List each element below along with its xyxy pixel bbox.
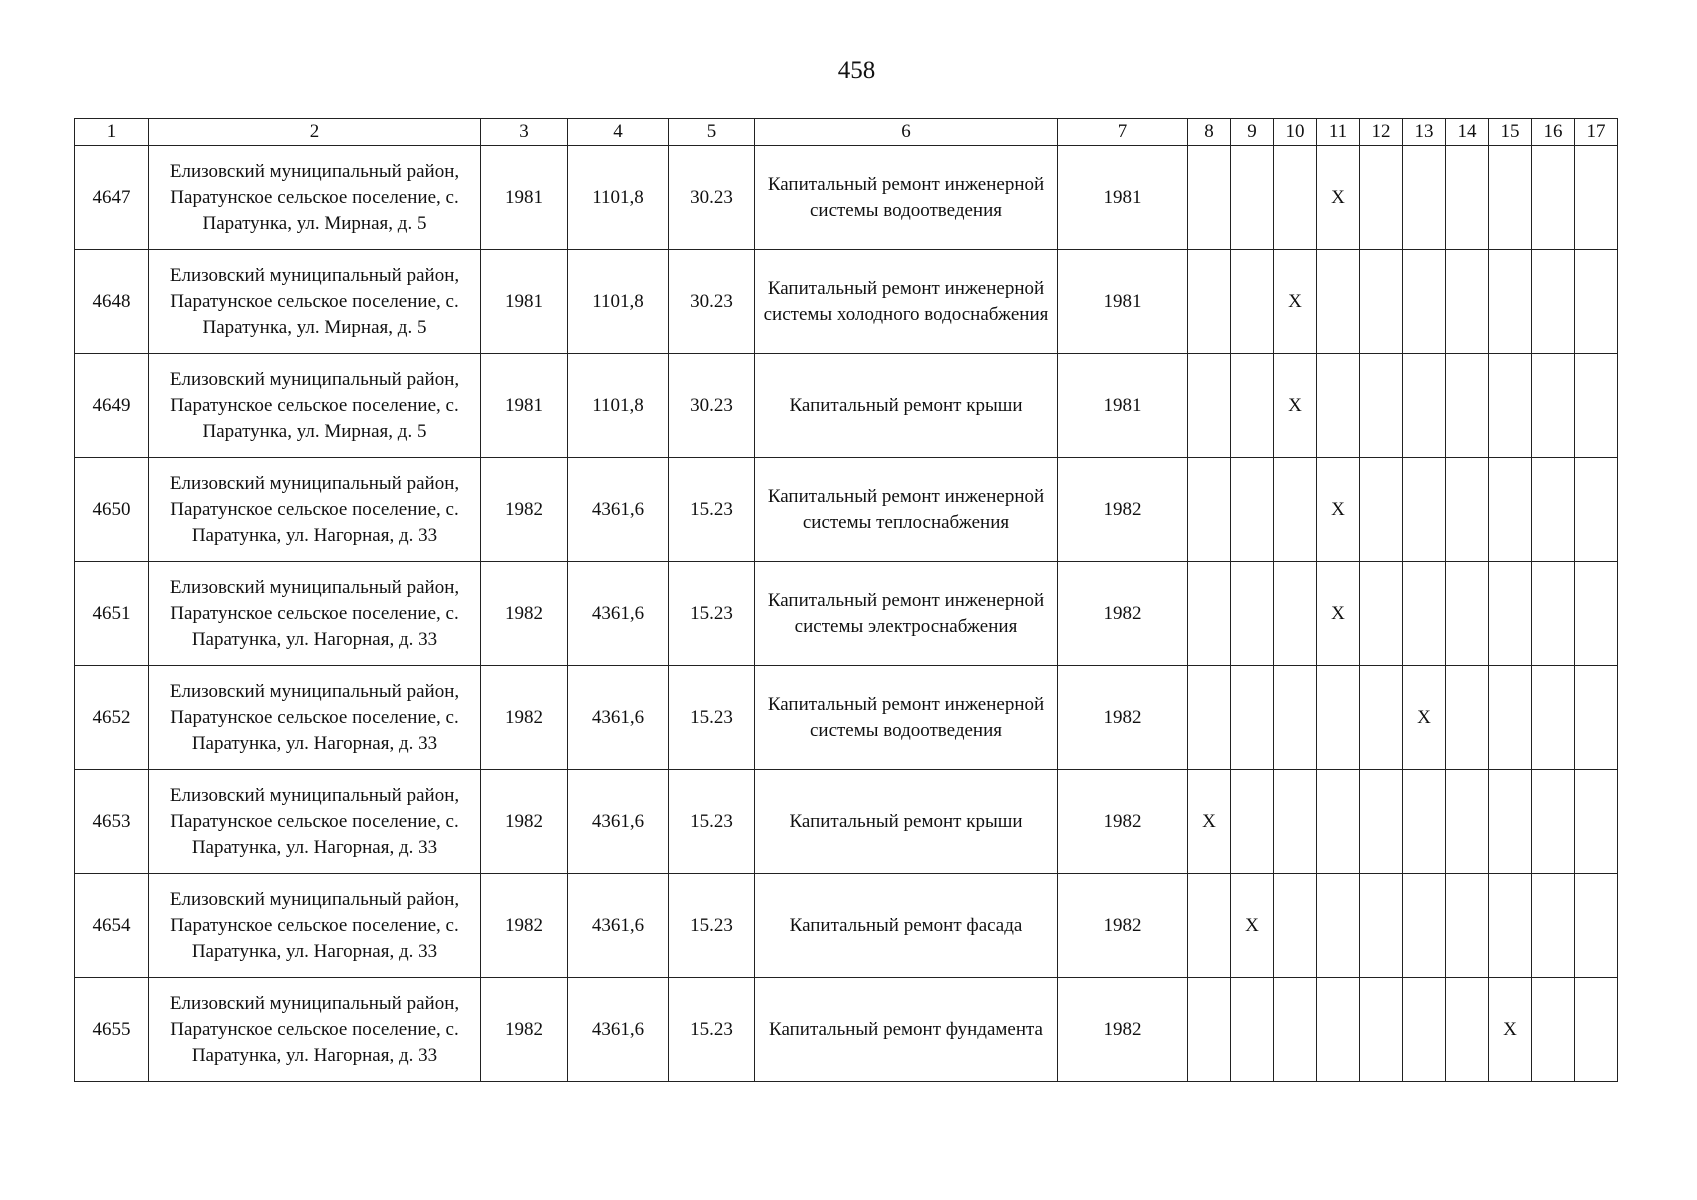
area-cell: 1101,8 bbox=[568, 146, 669, 250]
column-header-14: 14 bbox=[1446, 119, 1489, 146]
period-mark-cell bbox=[1188, 562, 1231, 666]
period-mark-cell bbox=[1489, 458, 1532, 562]
year-built-cell: 1981 bbox=[481, 146, 568, 250]
wear-cell: 15.23 bbox=[669, 562, 755, 666]
wear-cell: 15.23 bbox=[669, 874, 755, 978]
area-cell: 4361,6 bbox=[568, 666, 669, 770]
column-header-3: 3 bbox=[481, 119, 568, 146]
period-mark-cell: X bbox=[1274, 354, 1317, 458]
period-mark-cell bbox=[1317, 874, 1360, 978]
row-number-cell: 4648 bbox=[75, 250, 149, 354]
year-built-cell: 1981 bbox=[481, 250, 568, 354]
period-mark-cell bbox=[1274, 458, 1317, 562]
area-cell: 4361,6 bbox=[568, 874, 669, 978]
period-mark-cell bbox=[1188, 250, 1231, 354]
period-mark-cell bbox=[1532, 978, 1575, 1082]
column-header-8: 8 bbox=[1188, 119, 1231, 146]
year-built-cell: 1981 bbox=[481, 354, 568, 458]
work-type-cell: Капитальный ремонт инженерной системы электроснабжения bbox=[755, 562, 1058, 666]
address-cell: Елизовский муниципальный район, Паратунское сельское поселение, с. Паратунка, ул. Нагорная, д. 33 bbox=[149, 666, 481, 770]
period-mark-cell bbox=[1532, 874, 1575, 978]
work-type-cell: Капитальный ремонт инженерной системы водоотведения bbox=[755, 666, 1058, 770]
period-mark-cell: X bbox=[1317, 146, 1360, 250]
table-row bbox=[75, 874, 1618, 978]
period-mark-cell bbox=[1575, 562, 1618, 666]
period-mark-cell bbox=[1274, 146, 1317, 250]
table-row bbox=[75, 770, 1618, 874]
area-cell: 1101,8 bbox=[568, 354, 669, 458]
address-cell: Елизовский муниципальный район, Паратунское сельское поселение, с. Паратунка, ул. Мирная, д. 5 bbox=[149, 250, 481, 354]
period-mark-cell bbox=[1274, 562, 1317, 666]
period-mark-cell bbox=[1274, 666, 1317, 770]
work-type-cell: Капитальный ремонт крыши bbox=[755, 354, 1058, 458]
column-header-7: 7 bbox=[1058, 119, 1188, 146]
period-mark-cell bbox=[1360, 354, 1403, 458]
period-mark-cell bbox=[1403, 146, 1446, 250]
period-mark-cell bbox=[1274, 978, 1317, 1082]
planned-year-cell: 1982 bbox=[1058, 562, 1188, 666]
table-row bbox=[75, 562, 1618, 666]
column-header-2: 2 bbox=[149, 119, 481, 146]
table-row bbox=[75, 458, 1618, 562]
period-mark-cell: X bbox=[1231, 874, 1274, 978]
address-cell: Елизовский муниципальный район, Паратунское сельское поселение, с. Паратунка, ул. Мирная, д. 5 bbox=[149, 354, 481, 458]
period-mark-cell bbox=[1446, 146, 1489, 250]
period-mark-cell bbox=[1317, 354, 1360, 458]
period-mark-cell bbox=[1532, 146, 1575, 250]
year-built-cell: 1982 bbox=[481, 562, 568, 666]
year-built-cell: 1982 bbox=[481, 978, 568, 1082]
wear-cell: 15.23 bbox=[669, 978, 755, 1082]
column-header-13: 13 bbox=[1403, 119, 1446, 146]
address-cell: Елизовский муниципальный район, Паратунское сельское поселение, с. Паратунка, ул. Нагорная, д. 33 bbox=[149, 874, 481, 978]
period-mark-cell bbox=[1360, 978, 1403, 1082]
column-header-15: 15 bbox=[1489, 119, 1532, 146]
year-built-cell: 1982 bbox=[481, 874, 568, 978]
period-mark-cell: X bbox=[1317, 458, 1360, 562]
period-mark-cell bbox=[1403, 562, 1446, 666]
period-mark-cell bbox=[1403, 458, 1446, 562]
planned-year-cell: 1981 bbox=[1058, 250, 1188, 354]
period-mark-cell bbox=[1188, 874, 1231, 978]
planned-year-cell: 1982 bbox=[1058, 874, 1188, 978]
period-mark-cell bbox=[1403, 770, 1446, 874]
period-mark-cell bbox=[1575, 770, 1618, 874]
period-mark-cell bbox=[1231, 458, 1274, 562]
table-row bbox=[75, 354, 1618, 458]
period-mark-cell bbox=[1489, 354, 1532, 458]
table-row bbox=[75, 978, 1618, 1082]
period-mark-cell bbox=[1188, 458, 1231, 562]
period-mark-cell bbox=[1360, 146, 1403, 250]
period-mark-cell bbox=[1188, 978, 1231, 1082]
column-header-4: 4 bbox=[568, 119, 669, 146]
column-header-9: 9 bbox=[1231, 119, 1274, 146]
column-header-5: 5 bbox=[669, 119, 755, 146]
period-mark-cell bbox=[1231, 770, 1274, 874]
period-mark-cell bbox=[1446, 458, 1489, 562]
period-mark-cell bbox=[1575, 874, 1618, 978]
period-mark-cell bbox=[1575, 978, 1618, 1082]
period-mark-cell bbox=[1317, 978, 1360, 1082]
period-mark-cell bbox=[1575, 458, 1618, 562]
year-built-cell: 1982 bbox=[481, 666, 568, 770]
row-number-cell: 4655 bbox=[75, 978, 149, 1082]
period-mark-cell bbox=[1575, 250, 1618, 354]
period-mark-cell bbox=[1231, 146, 1274, 250]
period-mark-cell: X bbox=[1489, 978, 1532, 1082]
period-mark-cell bbox=[1446, 770, 1489, 874]
wear-cell: 30.23 bbox=[669, 146, 755, 250]
period-mark-cell bbox=[1188, 666, 1231, 770]
table-row bbox=[75, 146, 1618, 250]
table-row bbox=[75, 666, 1618, 770]
period-mark-cell bbox=[1231, 354, 1274, 458]
work-type-cell: Капитальный ремонт фундамента bbox=[755, 978, 1058, 1082]
planned-year-cell: 1981 bbox=[1058, 354, 1188, 458]
area-cell: 4361,6 bbox=[568, 770, 669, 874]
column-header-10: 10 bbox=[1274, 119, 1317, 146]
period-mark-cell bbox=[1489, 562, 1532, 666]
column-header-1: 1 bbox=[75, 119, 149, 146]
address-cell: Елизовский муниципальный район, Паратунское сельское поселение, с. Паратунка, ул. Нагорная, д. 33 bbox=[149, 770, 481, 874]
row-number-cell: 4647 bbox=[75, 146, 149, 250]
period-mark-cell bbox=[1532, 458, 1575, 562]
column-header-12: 12 bbox=[1360, 119, 1403, 146]
row-number-cell: 4653 bbox=[75, 770, 149, 874]
period-mark-cell bbox=[1403, 354, 1446, 458]
planned-year-cell: 1981 bbox=[1058, 146, 1188, 250]
period-mark-cell bbox=[1360, 458, 1403, 562]
page-number: 458 bbox=[837, 57, 876, 84]
period-mark-cell bbox=[1446, 666, 1489, 770]
period-mark-cell bbox=[1446, 354, 1489, 458]
planned-year-cell: 1982 bbox=[1058, 458, 1188, 562]
period-mark-cell bbox=[1575, 146, 1618, 250]
period-mark-cell bbox=[1317, 770, 1360, 874]
wear-cell: 30.23 bbox=[669, 250, 755, 354]
address-cell: Елизовский муниципальный район, Паратунское сельское поселение, с. Паратунка, ул. Нагорная, д. 33 bbox=[149, 978, 481, 1082]
address-cell: Елизовский муниципальный район, Паратунское сельское поселение, с. Паратунка, ул. Нагорная, д. 33 bbox=[149, 458, 481, 562]
period-mark-cell bbox=[1489, 874, 1532, 978]
period-mark-cell bbox=[1360, 666, 1403, 770]
area-cell: 4361,6 bbox=[568, 978, 669, 1082]
column-header-17: 17 bbox=[1575, 119, 1618, 146]
period-mark-cell: X bbox=[1274, 250, 1317, 354]
capital-repair-table bbox=[74, 118, 1618, 1082]
planned-year-cell: 1982 bbox=[1058, 666, 1188, 770]
period-mark-cell: X bbox=[1317, 562, 1360, 666]
period-mark-cell bbox=[1575, 354, 1618, 458]
work-type-cell: Капитальный ремонт крыши bbox=[755, 770, 1058, 874]
year-built-cell: 1982 bbox=[481, 770, 568, 874]
column-header-16: 16 bbox=[1532, 119, 1575, 146]
address-cell: Елизовский муниципальный район, Паратунское сельское поселение, с. Паратунка, ул. Нагорная, д. 33 bbox=[149, 562, 481, 666]
period-mark-cell bbox=[1231, 250, 1274, 354]
planned-year-cell: 1982 bbox=[1058, 978, 1188, 1082]
row-number-cell: 4649 bbox=[75, 354, 149, 458]
period-mark-cell bbox=[1317, 666, 1360, 770]
period-mark-cell bbox=[1532, 250, 1575, 354]
period-mark-cell bbox=[1532, 666, 1575, 770]
period-mark-cell bbox=[1403, 874, 1446, 978]
work-type-cell: Капитальный ремонт фасада bbox=[755, 874, 1058, 978]
period-mark-cell bbox=[1403, 250, 1446, 354]
table-row bbox=[75, 250, 1618, 354]
column-header-11: 11 bbox=[1317, 119, 1360, 146]
period-mark-cell bbox=[1231, 666, 1274, 770]
period-mark-cell bbox=[1188, 146, 1231, 250]
row-number-cell: 4654 bbox=[75, 874, 149, 978]
period-mark-cell bbox=[1188, 354, 1231, 458]
column-number-header bbox=[75, 119, 1618, 146]
period-mark-cell bbox=[1532, 354, 1575, 458]
row-number-cell: 4650 bbox=[75, 458, 149, 562]
period-mark-cell bbox=[1360, 562, 1403, 666]
period-mark-cell bbox=[1446, 562, 1489, 666]
period-mark-cell: X bbox=[1403, 666, 1446, 770]
period-mark-cell bbox=[1489, 666, 1532, 770]
work-type-cell: Капитальный ремонт инженерной системы холодного водоснабжения bbox=[755, 250, 1058, 354]
period-mark-cell bbox=[1360, 250, 1403, 354]
wear-cell: 15.23 bbox=[669, 666, 755, 770]
period-mark-cell bbox=[1360, 874, 1403, 978]
period-mark-cell bbox=[1446, 250, 1489, 354]
period-mark-cell bbox=[1575, 666, 1618, 770]
wear-cell: 30.23 bbox=[669, 354, 755, 458]
period-mark-cell: X bbox=[1188, 770, 1231, 874]
period-mark-cell bbox=[1532, 562, 1575, 666]
table-body bbox=[75, 146, 1618, 1082]
period-mark-cell bbox=[1446, 978, 1489, 1082]
column-header-6: 6 bbox=[755, 119, 1058, 146]
period-mark-cell bbox=[1489, 146, 1532, 250]
area-cell: 4361,6 bbox=[568, 562, 669, 666]
work-type-cell: Капитальный ремонт инженерной системы теплоснабжения bbox=[755, 458, 1058, 562]
area-cell: 1101,8 bbox=[568, 250, 669, 354]
period-mark-cell bbox=[1532, 770, 1575, 874]
period-mark-cell bbox=[1489, 250, 1532, 354]
period-mark-cell bbox=[1274, 874, 1317, 978]
period-mark-cell bbox=[1489, 770, 1532, 874]
period-mark-cell bbox=[1360, 770, 1403, 874]
period-mark-cell bbox=[1446, 874, 1489, 978]
area-cell: 4361,6 bbox=[568, 458, 669, 562]
address-cell: Елизовский муниципальный район, Паратунское сельское поселение, с. Паратунка, ул. Мирная, д. 5 bbox=[149, 146, 481, 250]
period-mark-cell bbox=[1274, 770, 1317, 874]
period-mark-cell bbox=[1231, 562, 1274, 666]
row-number-cell: 4652 bbox=[75, 666, 149, 770]
period-mark-cell bbox=[1317, 250, 1360, 354]
work-type-cell: Капитальный ремонт инженерной системы водоотведения bbox=[755, 146, 1058, 250]
year-built-cell: 1982 bbox=[481, 458, 568, 562]
wear-cell: 15.23 bbox=[669, 458, 755, 562]
period-mark-cell bbox=[1231, 978, 1274, 1082]
planned-year-cell: 1982 bbox=[1058, 770, 1188, 874]
row-number-cell: 4651 bbox=[75, 562, 149, 666]
period-mark-cell bbox=[1403, 978, 1446, 1082]
wear-cell: 15.23 bbox=[669, 770, 755, 874]
